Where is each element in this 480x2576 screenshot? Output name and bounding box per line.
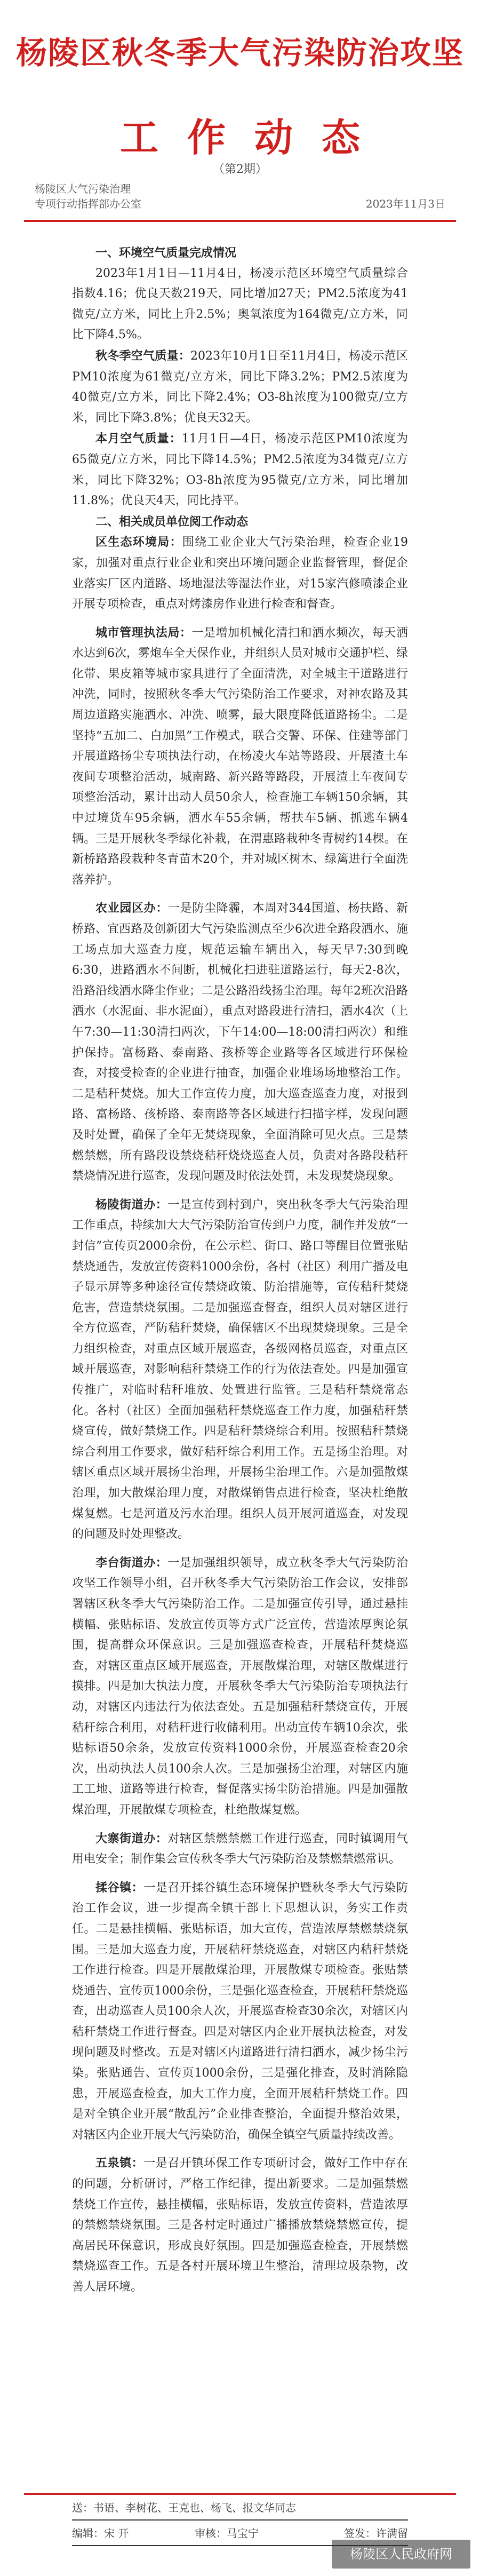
paragraph-text: 11月1日—4日，杨凌示范区PM10浓度为65微克/立方米，同比下降14.5%；PM2.5浓度为34微克/立方米，同比下降32%；O3-8h浓度为95微克/立方米，同比增加11.8%；优良天4天，同比持平。 [72,432,408,508]
paragraph-lead: 秋冬季空气质量： [95,348,191,363]
body-paragraph [72,428,408,511]
body-paragraph [72,898,408,1187]
paragraph-text: 一是增加机械化清扫和洒水频次，每天洒水达到6次，雾炮车全天保作业，并组织人员对城市交通护栏、绿化带、果皮箱等城市家具进行了全面清洗，对全城主干道路进行冲洗，同时，按照秋冬季大气污染防治工作要求，对神农路及其周边道路实施洒水、冲洗、喷雾，最大限度降低道路扬尘。二是坚持“五加二、白加黑”工作模式，联合交警、环保、住建等部门开展道路扬尘专项执法行动，在杨凌火车站等路段、开展渣土车夜间专项整治活动，城南路、新兴路等路段，开展渣土车夜间专项整治活动，累计出动人员50余人，检查施工车辆150余辆，其中过境货车95余辆，洒水车55余辆，帮扶车5辆、抓逃车辆4辆。三是开展秋冬季绿化补栽，在渭惠路栽种冬青树约14棵。在新桥路路段栽种冬青苗木20个，并对城区树木、绿篱进行全面洗落养护。 [72,626,408,887]
issuing-office [35,181,445,211]
paragraph-text: 对辖区禁燃禁燃工作进行巡查，同时镇调用气用电安全；制作集会宣传秋冬季大气污染防治及禁燃禁燃常识。 [72,1832,408,1866]
paragraph-text: 围绕工业企业大气污染治理，检查企业19家，加强对重点行业企业和突出环境问题企业监督管理，督促企业落实厂区内道路、场地湿法等湿法作业，对15家汽修喷漆企业开展专项检查，重点对烤漆房作业进行检查和督查。 [72,536,408,611]
paragraph-lead: 五泉镇： [95,2156,144,2170]
body-paragraph [72,623,408,891]
paragraph-lead: 区生态环境局： [95,535,182,550]
issue-date: 2023年11月3日 [365,197,445,210]
body-paragraph [72,1878,408,2146]
paragraph-lead: 大寨街道办： [95,1831,168,1846]
section-heading: 一、环境空气质量完成情况 [95,246,237,260]
paragraph-text: 2023年10月1日至11月4日，杨凌示范区PM10浓度为61微克/立方米，同比下降3.2%；PM2.5浓度为40微克/立方米，同比下降2.4%；O3-8h浓度为100微克/立方米，同比下降3.8%；优良天32天。 [72,349,408,425]
body-paragraph [72,1195,408,1545]
paragraph-text: 一是召开镇环保工作专项研讨会，做好工作中存在的问题，分析研讨，严格工作纪律，提出新要求。二是加强禁燃禁烧工作宣传，悬挂横幅，张贴标语，发放宣传资料，营造浓厚的禁燃禁烧氛围。三是各村定时通过广播播放禁烧禁燃宣传，提高居民环保意识，形成良好氛围。四是加强巡查检查，开展禁燃禁烧巡查工作。五是各村开展环境卫生整治，清理垃圾杂物，改善人居环境。 [72,2157,408,2294]
paragraph-text: 一是召开揉谷镇生态环境保护暨秋冬季大气污染防治工作会议，进一步提高全镇干部上下思想认识，务实工作责任。二是悬挂横幅、张贴标语，加大宣传，营造浓厚禁燃禁烧氛围。三是加大巡查力度，开展秸秆禁烧巡查，对辖区内秸秆禁烧工作进行检查。四是开展散煤治理，开展散煤专项检查。张贴禁烧通告、宣传页1000余份，三是强化巡查检查，开展秸秆禁烧巡查，出动巡查人员100余人次，开展巡查检查30余次，对辖区内秸秆禁烧工作进行督查。四是对辖区内企业开展执法检查，对发现问题及时整改。五是对辖区内道路进行清扫洒水，减少扬尘污染。张贴通告、宣传页1000余份，三是强化排查，及时消除隐患，开展巡查检查，加大工作力度，全面开展秸秆禁烧工作。四是对全镇企业开展“散乱污”企业排查整治，全面提升整治效果，对辖区内企业开展大气污染防治，确保全镇空气质量持续改善。 [72,1881,408,2142]
body-paragraph [72,2153,408,2297]
issue-number: （第2期） [213,163,267,176]
paragraph-lead: 李台街道办： [95,1555,168,1570]
paragraph-gap [72,1821,408,1828]
footer-signatures [72,2525,408,2540]
office-line-2: 专项行动指挥部办公室 [35,197,141,210]
paragraph-text: 一是宣传到村到户，突出秋冬季大气污染治理工作重点，持续加大大气污染防治宣传到户力度，制作并发放“一封信”宣传页2000余份，在公示栏、街口、路口等醒目位置张贴禁烧通告，发放宣传资料1000余份，各村（社区）利用广播及电子显示屏等多种途径宣传禁烧政策、防治措施等，宣传秸秆焚烧危害，营造禁烧氛围。二是加强巡查督查，组织人员对辖区进行全方位巡查，严防秸秆焚烧，确保辖区不出现焚烧现象。三是全力组织检查，对重点区域开展巡查，各级网格员巡查，对重点区域开展巡查，对影响秸秆禁烧工作的行为依法查处。四是加强宣传推广，对临时秸秆堆放、处置进行监管。三是秸秆禁烧常态化。各村（社区）全面加强秸秆禁烧巡查工作力度，加强秸秆禁烧宣传，做好禁烧工作。四是秸秆禁烧综合利用。按照秸秆禁烧综合利用工作要求，做好秸秆综合利用工作。五是扬尘治理。对辖区重点区域开展扬尘治理，开展扬尘治理工作。六是加强散煤治理，加大散煤治理力度，对散煤销售点进行检查，坚决杜绝散煤复燃。七是河道及污水治理。组织人员开展河道巡查，对发现的问题及时处理整改。 [72,1198,408,1541]
paragraph-gap [72,1545,408,1553]
paragraph-lead: 本月空气质量： [95,432,182,446]
header-divider [24,220,456,222]
paragraph-gap [72,891,408,898]
footer-issuer: 签发：许满留 [344,2527,408,2540]
office-line-1: 杨陵区大气污染治理 [35,182,131,195]
body-paragraph [72,1553,408,1821]
paragraph-lead: 城市管理执法局： [95,625,192,640]
document-title: 杨陵区秋冬季大气污染防治攻坚 [15,35,464,71]
document-body [72,243,408,2298]
paragraph-text: 一是防尘降霾，本周对344国道、杨扶路、新桥路、宜西路及创新团大气污染监测点至少6次进全路段洒水、施工场点加大巡查力度，规范运输车辆出入，每天早7:30到晚6:30，进路洒水不间断，机械化扫进驻道路运行，每天2-8次，沿路沿线洒水降尘作业；二是公路沿线扬尘治理。每年2班次沿路洒水（水泥面、非水泥面），重点对路段进行清扫，洒水4次（上午7:30—11:30清扫两次，下午14:00—18:00清扫两次）和维护保持。富杨路、泰南路、孩桥等企业路等各区域进行环保检查，对接受检查的企业进行抽查，加强企业堆场场地整治工作。二是秸秆焚烧。加大工作宣传力度，加大巡查巡查力度，对报到路、富杨路、孩桥路、泰南路等各区域进行扫描字样，发现问题及时处置，确保了全年无焚烧现象，全面消除可见火点。三是禁燃禁燃，所有路段设禁烧秸秆烧烧巡查人员，负责对各路段秸秆禁烧情况进行巡查，发现问题及时依法处罚，未发现焚烧现象。 [72,902,408,1183]
paragraph-gap [72,2145,408,2153]
body-paragraph [72,532,408,615]
footer-divider-top [24,2493,456,2495]
paragraph-gap [72,1870,408,1878]
paragraph-gap [72,615,408,623]
paragraph-lead: 揉谷镇： [95,1880,144,1895]
site-watermark: 杨陵区人民政府网 [332,2540,470,2569]
paragraph-lead: 杨陵街道办： [95,1197,168,1212]
paragraph-lead: 农业园区办： [95,901,168,916]
body-paragraph [72,346,408,428]
footer-divider-mid [72,2519,408,2521]
footer-reviewer: 审核：马宝宁 [195,2527,259,2540]
document-subtitle: 工作动态 [119,115,389,160]
paragraph-text: 2023年1月1日—11月4日，杨凌示范区环境空气质量综合指数4.16；优良天数219天，同比增加27天；PM2.5浓度为41微克/立方米，同比上升2.5%；奥氧浓度为164微克/立方米，同比下降4.5%。 [72,266,408,342]
body-paragraph [72,1828,408,1870]
paragraph-text: 一是加强组织领导，成立秋冬季大气污染防治攻坚工作领导小组，召开秋冬季大气污染防治工作会议，安排部署辖区秋冬季大气污染防治工作。二是加强宣传引导，通过悬挂横幅、张贴标语、发放宣传页等方式广泛宣传，营造浓厚舆论氛围，提高群众环保意识。三是加强巡查检查，开展秸秆焚烧巡查，对辖区重点区域开展巡查，开展散煤治理，对辖区散煤进行摸排。四是加大执法力度，开展秋冬季大气污染防治专项执法行动，对辖区内违法行为依法查处。五是加强秸秆禁烧宣传，开展秸秆综合利用，对秸秆进行收储利用。出动宣传车辆10余次，张贴标语50余条，发放宣传资料1000余份，开展巡查检查20余次，出动执法人员100余人次。三是加强扬尘治理，对辖区内施工工地、道路等进行检查，督促落实扬尘防治措施。四是加强散煤治理，开展散煤专项检查，杜绝散煤复燃。 [72,1556,408,1817]
footer-editor: 编辑：宋 开 [72,2527,129,2540]
footer-send-line: 送：书语、李树花、王克也、杨飞、报文华同志 [72,2501,296,2514]
paragraph-gap [72,1187,408,1195]
section-heading: 二、相关成员单位阅工作动态 [95,514,249,529]
body-paragraph [72,264,408,346]
